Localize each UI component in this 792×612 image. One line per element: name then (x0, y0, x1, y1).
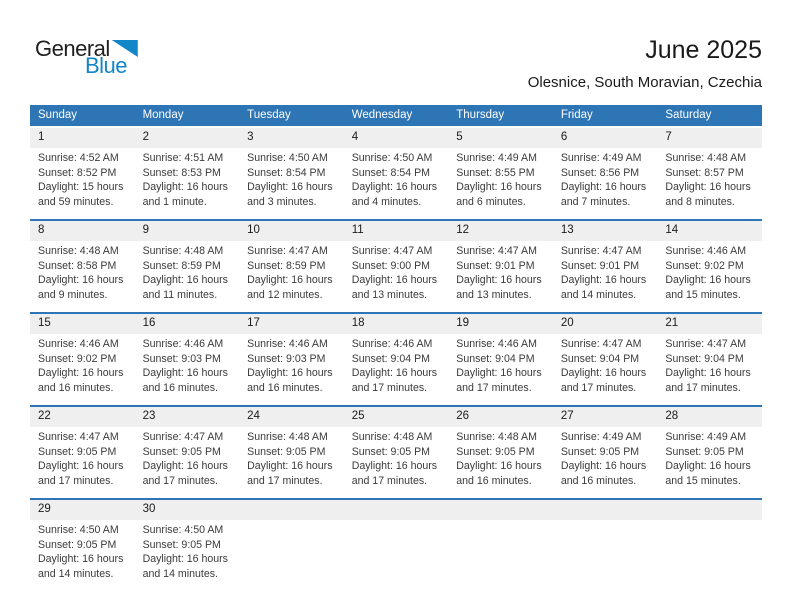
day-number: 1 (30, 128, 135, 148)
day-cell (239, 220, 344, 313)
daylight-line-2: and 15 minutes. (665, 474, 741, 487)
daylight-line-2: and 1 minute. (142, 195, 207, 208)
day-number: 29 (30, 500, 135, 520)
daylight-line-1: Daylight: 16 hours (665, 460, 751, 473)
daylight-text (38, 180, 129, 209)
daylight-line-1: Daylight: 16 hours (351, 460, 438, 473)
daylight-line-1: Daylight: 16 hours (665, 274, 751, 287)
daylight-line-2: and 6 minutes. (456, 195, 526, 208)
day-number: 5 (448, 128, 553, 148)
daylight-line-1: Daylight: 16 hours (456, 274, 542, 287)
daylight-line-2: and 17 minutes. (351, 474, 428, 487)
sunset-text: Sunset: 9:05 PM (665, 445, 744, 458)
day-cell (553, 406, 658, 499)
daylight-line-2: and 15 minutes. (665, 288, 741, 301)
sunset-text: Sunset: 9:00 PM (351, 259, 431, 272)
day-details (30, 334, 135, 395)
day-number: 19 (448, 314, 553, 334)
weekday-header-friday: Friday (553, 105, 658, 127)
daylight-line-2: and 13 minutes. (456, 288, 532, 301)
empty-day-cell (344, 499, 449, 591)
sunrise-text: Sunrise: 4:46 AM (247, 338, 328, 350)
daylight-line-1: Daylight: 16 hours (456, 460, 542, 473)
daylight-text (561, 273, 652, 302)
day-details (135, 520, 240, 581)
daylight-line-1: Daylight: 16 hours (560, 367, 647, 380)
weekday-header-row (30, 105, 762, 127)
logo-text-blue: Blue (85, 53, 128, 78)
day-cell (30, 313, 135, 406)
day-details (30, 520, 135, 581)
sunrise-text: Sunrise: 4:47 AM (560, 338, 642, 350)
day-details (553, 334, 658, 395)
daylight-line-1: Daylight: 16 hours (351, 274, 438, 287)
week-row (30, 313, 762, 406)
daylight-line-2: and 59 minutes. (38, 195, 114, 208)
daylight-text (665, 273, 756, 302)
daylight-line-2: and 8 minutes. (665, 195, 735, 208)
day-number: 21 (657, 314, 762, 334)
week-row (30, 406, 762, 499)
sunset-text: Sunset: 9:04 PM (560, 352, 640, 365)
day-details (239, 241, 344, 302)
daylight-text (38, 366, 129, 395)
calendar-body (30, 127, 762, 591)
empty-day-cell (448, 499, 553, 591)
sunset-text: Sunset: 9:04 PM (351, 352, 431, 365)
sunrise-text: Sunrise: 4:47 AM (38, 431, 119, 443)
daylight-text (456, 459, 547, 488)
daylight-line-2: and 11 minutes. (142, 288, 218, 301)
day-cell (30, 127, 135, 220)
sunset-text: Sunset: 8:54 PM (247, 166, 326, 179)
sunset-text: Sunset: 8:58 PM (38, 259, 117, 272)
day-cell (657, 220, 762, 313)
day-number: 26 (448, 407, 553, 427)
daylight-text (247, 180, 338, 209)
day-cell (448, 220, 553, 313)
sunrise-text: Sunrise: 4:48 AM (247, 431, 328, 443)
daylight-line-1: Daylight: 16 hours (247, 274, 333, 287)
day-cell (30, 220, 135, 313)
page-header (30, 0, 762, 105)
daylight-line-1: Daylight: 16 hours (142, 274, 228, 287)
sunrise-text: Sunrise: 4:47 AM (247, 245, 328, 257)
day-number: 17 (239, 314, 344, 334)
sunrise-text: Sunrise: 4:49 AM (560, 152, 642, 164)
day-number: 9 (135, 221, 240, 241)
sunset-text: Sunset: 9:05 PM (38, 538, 117, 551)
daylight-text (38, 459, 129, 488)
sunset-text: Sunset: 8:59 PM (142, 259, 221, 272)
daylight-line-1: Daylight: 16 hours (38, 367, 124, 380)
day-cell (657, 127, 762, 220)
daylight-line-2: and 16 minutes. (142, 381, 218, 394)
day-number: 22 (30, 407, 135, 427)
daylight-text (561, 180, 652, 209)
day-details (135, 148, 240, 209)
day-cell (239, 406, 344, 499)
daylight-text (665, 366, 756, 395)
sunrise-text: Sunrise: 4:49 AM (665, 431, 747, 443)
sunset-text: Sunset: 8:59 PM (247, 259, 326, 272)
sunrise-text: Sunrise: 4:46 AM (456, 338, 537, 350)
day-number: 13 (553, 221, 658, 241)
day-cell (657, 313, 762, 406)
daylight-line-2: and 17 minutes. (247, 474, 323, 487)
daylight-line-1: Daylight: 16 hours (38, 274, 124, 287)
day-cell (135, 406, 240, 499)
daylight-text (561, 459, 652, 488)
sunrise-text: Sunrise: 4:46 AM (351, 338, 433, 350)
sunset-text: Sunset: 9:02 PM (38, 352, 117, 365)
daylight-text (561, 366, 652, 395)
daylight-text (352, 180, 443, 209)
daylight-line-2: and 12 minutes. (247, 288, 323, 301)
day-cell (553, 220, 658, 313)
daylight-text (665, 180, 756, 209)
sunset-text: Sunset: 9:03 PM (247, 352, 326, 365)
day-cell (239, 127, 344, 220)
day-cell (135, 313, 240, 406)
sunset-text: Sunset: 8:53 PM (142, 166, 221, 179)
day-details (553, 427, 658, 488)
page-subtitle: Olesnice, South Moravian, Czechia (527, 74, 762, 91)
daylight-line-2: and 3 minutes. (247, 195, 317, 208)
day-number: 8 (30, 221, 135, 241)
sunrise-text: Sunrise: 4:50 AM (351, 152, 433, 164)
daylight-line-1: Daylight: 15 hours (38, 181, 124, 194)
logo-text-general: General (35, 36, 110, 61)
day-details (657, 427, 762, 488)
calendar-table (30, 105, 762, 591)
day-number: 16 (135, 314, 240, 334)
day-cell (553, 127, 658, 220)
sunrise-text: Sunrise: 4:49 AM (456, 152, 537, 164)
daylight-text (247, 366, 338, 395)
day-details (553, 241, 658, 302)
daylight-line-2: and 16 minutes. (247, 381, 323, 394)
daylight-text (143, 552, 234, 581)
day-number: 28 (657, 407, 762, 427)
weekday-header-sunday: Sunday (30, 105, 135, 127)
daylight-line-1: Daylight: 16 hours (351, 181, 438, 194)
sunset-text: Sunset: 8:54 PM (351, 166, 431, 179)
sunrise-text: Sunrise: 4:49 AM (560, 431, 642, 443)
day-number (553, 500, 658, 520)
day-number: 27 (553, 407, 658, 427)
daylight-text (143, 459, 234, 488)
daylight-text (665, 459, 756, 488)
day-cell (135, 499, 240, 591)
daylight-line-1: Daylight: 16 hours (560, 274, 647, 287)
daylight-text (247, 273, 338, 302)
day-details (448, 241, 553, 302)
day-details (30, 148, 135, 209)
empty-day-cell (239, 499, 344, 591)
day-cell (344, 313, 449, 406)
sunset-text: Sunset: 9:05 PM (142, 445, 221, 458)
weekday-header-wednesday: Wednesday (344, 105, 449, 127)
day-details (448, 334, 553, 395)
daylight-text (352, 366, 443, 395)
sunset-text: Sunset: 8:56 PM (560, 166, 640, 179)
daylight-line-1: Daylight: 16 hours (142, 181, 228, 194)
daylight-text (38, 552, 129, 581)
sunrise-text: Sunrise: 4:50 AM (247, 152, 328, 164)
daylight-text (38, 273, 129, 302)
daylight-text (352, 459, 443, 488)
sunset-text: Sunset: 9:05 PM (560, 445, 640, 458)
day-details (239, 148, 344, 209)
daylight-line-1: Daylight: 16 hours (247, 367, 333, 380)
sunrise-text: Sunrise: 4:46 AM (38, 338, 119, 350)
day-details (344, 148, 449, 209)
sunrise-text: Sunrise: 4:47 AM (142, 431, 224, 443)
daylight-line-1: Daylight: 16 hours (456, 181, 542, 194)
sunrise-text: Sunrise: 4:48 AM (665, 152, 747, 164)
day-number: 11 (344, 221, 449, 241)
day-details (553, 148, 658, 209)
sunrise-text: Sunrise: 4:47 AM (351, 245, 433, 257)
daylight-text (456, 366, 547, 395)
day-details (344, 334, 449, 395)
sunset-text: Sunset: 9:01 PM (456, 259, 535, 272)
sunrise-text: Sunrise: 4:46 AM (142, 338, 224, 350)
sunset-text: Sunset: 8:52 PM (38, 166, 117, 179)
daylight-line-2: and 17 minutes. (351, 381, 428, 394)
weekday-header-saturday: Saturday (657, 105, 762, 127)
daylight-line-1: Daylight: 16 hours (247, 181, 333, 194)
day-details (448, 148, 553, 209)
day-cell (657, 406, 762, 499)
day-number: 24 (239, 407, 344, 427)
daylight-line-1: Daylight: 16 hours (351, 367, 438, 380)
day-number: 4 (344, 128, 449, 148)
daylight-line-2: and 13 minutes. (351, 288, 428, 301)
day-details (657, 241, 762, 302)
day-details (657, 334, 762, 395)
sunset-text: Sunset: 9:02 PM (665, 259, 744, 272)
sunset-text: Sunset: 9:03 PM (142, 352, 221, 365)
day-cell (344, 220, 449, 313)
day-details (135, 427, 240, 488)
day-number: 23 (135, 407, 240, 427)
daylight-line-2: and 16 minutes. (560, 474, 637, 487)
day-cell (344, 406, 449, 499)
day-number: 15 (30, 314, 135, 334)
day-number: 7 (657, 128, 762, 148)
daylight-text (143, 366, 234, 395)
day-number (344, 500, 449, 520)
day-number: 3 (239, 128, 344, 148)
weekday-header-thursday: Thursday (448, 105, 553, 127)
sunset-text: Sunset: 8:57 PM (665, 166, 744, 179)
daylight-text (143, 180, 234, 209)
daylight-text (352, 273, 443, 302)
daylight-text (143, 273, 234, 302)
daylight-line-2: and 7 minutes. (560, 195, 631, 208)
day-details (448, 427, 553, 488)
day-number: 30 (135, 500, 240, 520)
daylight-line-1: Daylight: 16 hours (665, 181, 751, 194)
daylight-line-2: and 14 minutes. (142, 567, 218, 580)
day-details (239, 427, 344, 488)
day-details (657, 148, 762, 209)
sunset-text: Sunset: 9:01 PM (560, 259, 640, 272)
title-block (528, 36, 762, 91)
sunrise-text: Sunrise: 4:47 AM (456, 245, 537, 257)
daylight-text (456, 180, 547, 209)
day-cell (448, 127, 553, 220)
daylight-line-1: Daylight: 16 hours (142, 367, 228, 380)
daylight-line-1: Daylight: 16 hours (560, 181, 647, 194)
day-details (135, 241, 240, 302)
day-number (657, 500, 762, 520)
daylight-line-2: and 16 minutes. (38, 381, 114, 394)
day-cell (30, 499, 135, 591)
day-details (344, 427, 449, 488)
day-number: 2 (135, 128, 240, 148)
sunset-text: Sunset: 9:04 PM (665, 352, 744, 365)
day-details (239, 334, 344, 395)
daylight-line-1: Daylight: 16 hours (142, 460, 228, 473)
daylight-line-1: Daylight: 16 hours (456, 367, 542, 380)
week-row (30, 127, 762, 220)
day-number: 6 (553, 128, 658, 148)
day-number: 12 (448, 221, 553, 241)
day-number: 14 (657, 221, 762, 241)
calendar-head (30, 105, 762, 127)
week-row (30, 499, 762, 591)
daylight-line-2: and 9 minutes. (38, 288, 108, 301)
week-row (30, 220, 762, 313)
day-number: 18 (344, 314, 449, 334)
general-blue-logo (35, 38, 138, 77)
day-cell (135, 220, 240, 313)
sunset-text: Sunset: 8:55 PM (456, 166, 535, 179)
daylight-line-2: and 17 minutes. (38, 474, 114, 487)
day-number (239, 500, 344, 520)
day-details (30, 427, 135, 488)
daylight-line-2: and 17 minutes. (560, 381, 637, 394)
sunrise-text: Sunrise: 4:47 AM (665, 338, 747, 350)
sunset-text: Sunset: 9:05 PM (351, 445, 431, 458)
sunset-text: Sunset: 9:05 PM (142, 538, 221, 551)
weekday-header-tuesday: Tuesday (239, 105, 344, 127)
day-number: 20 (553, 314, 658, 334)
day-number (448, 500, 553, 520)
daylight-line-2: and 17 minutes. (456, 381, 532, 394)
sunrise-text: Sunrise: 4:52 AM (38, 152, 119, 164)
empty-day-cell (657, 499, 762, 591)
day-cell (239, 313, 344, 406)
sunrise-text: Sunrise: 4:48 AM (456, 431, 537, 443)
daylight-line-2: and 14 minutes. (560, 288, 637, 301)
daylight-line-1: Daylight: 16 hours (142, 553, 228, 566)
sunrise-text: Sunrise: 4:50 AM (142, 524, 224, 536)
sunset-text: Sunset: 9:05 PM (456, 445, 535, 458)
daylight-line-1: Daylight: 16 hours (247, 460, 333, 473)
sunset-text: Sunset: 9:04 PM (456, 352, 535, 365)
weekday-header-monday: Monday (135, 105, 240, 127)
sunset-text: Sunset: 9:05 PM (247, 445, 326, 458)
day-number: 25 (344, 407, 449, 427)
sunrise-text: Sunrise: 4:48 AM (351, 431, 433, 443)
sunrise-text: Sunrise: 4:47 AM (560, 245, 642, 257)
daylight-line-2: and 16 minutes. (456, 474, 532, 487)
daylight-text (247, 459, 338, 488)
empty-day-cell (553, 499, 658, 591)
daylight-text (456, 273, 547, 302)
day-details (344, 241, 449, 302)
day-cell (135, 127, 240, 220)
day-cell (448, 406, 553, 499)
daylight-line-2: and 14 minutes. (38, 567, 114, 580)
day-details (30, 241, 135, 302)
sunrise-text: Sunrise: 4:46 AM (665, 245, 747, 257)
sunrise-text: Sunrise: 4:51 AM (142, 152, 224, 164)
daylight-line-1: Daylight: 16 hours (665, 367, 751, 380)
daylight-line-2: and 17 minutes. (665, 381, 741, 394)
daylight-line-1: Daylight: 16 hours (560, 460, 647, 473)
sunset-text: Sunset: 9:05 PM (38, 445, 117, 458)
day-details (135, 334, 240, 395)
day-cell (448, 313, 553, 406)
sunrise-text: Sunrise: 4:48 AM (38, 245, 119, 257)
day-cell (344, 127, 449, 220)
daylight-line-1: Daylight: 16 hours (38, 460, 124, 473)
daylight-line-2: and 17 minutes. (142, 474, 218, 487)
day-number: 10 (239, 221, 344, 241)
day-cell (30, 406, 135, 499)
daylight-line-1: Daylight: 16 hours (38, 553, 124, 566)
day-cell (553, 313, 658, 406)
daylight-line-2: and 4 minutes. (351, 195, 422, 208)
sunrise-text: Sunrise: 4:48 AM (142, 245, 224, 257)
page-title: June 2025 (645, 36, 762, 64)
sunrise-text: Sunrise: 4:50 AM (38, 524, 119, 536)
